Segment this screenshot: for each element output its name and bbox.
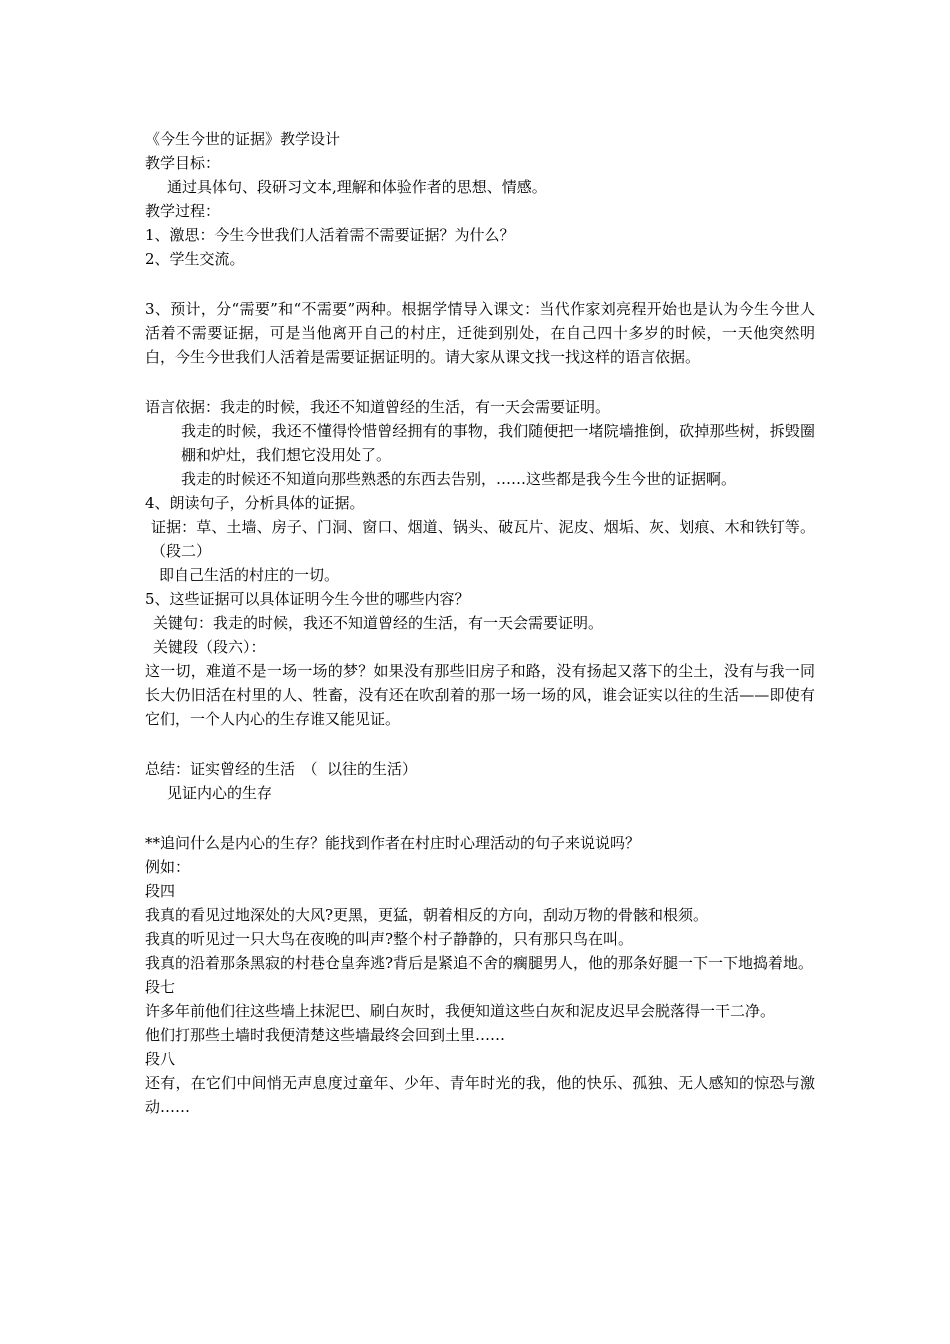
section-7-label: 段七 xyxy=(145,978,176,996)
section-7-line-1: 许多年前他们往这些墙上抹泥巴、刷白灰时，我便知道这些白灰和泥皮迟早会脱落得一干二净。 xyxy=(145,1002,776,1020)
evidence-line-1: 语言依据：我走的时候，我还不知道曾经的生活，有一天会需要证明。 xyxy=(145,398,611,416)
section-4-label: 段四 xyxy=(145,882,176,900)
blank-line xyxy=(145,271,815,297)
evidence-line-3: 我走的时候还不知道向那些熟悉的东西去告别，……这些都是我今生今世的证据啊。 xyxy=(181,470,737,488)
step-3: 3、预计，分“需要”和“不需要”两种。根据学情导入课文：当代作家刘亮程开始也是认为今生今世人活着不需要证据，可是当他离开自己的村庄，迁徙到别处，在自己四十多岁的时候，一天他突然明白，今生今世我们人活着是需要证据证明的。请大家从课文找一找这样的语言依据。 xyxy=(145,300,815,366)
goals-text: 通过具体句、段研习文本,理解和体验作者的思想、情感。 xyxy=(167,178,547,196)
step-2: 2、学生交流。 xyxy=(145,250,245,268)
step-5: 5、这些证据可以具体证明今生今世的哪些内容？ xyxy=(145,590,470,608)
summary-line-2: 见证内心的生存 xyxy=(167,784,273,802)
section-4-line-2: 我真的听见过一只大鸟在夜晚的叫声?整个村子静静的，只有那只鸟在叫。 xyxy=(145,930,634,948)
document-body xyxy=(145,127,815,1119)
section-7-line-2: 他们打那些土墙时我便清楚这些墙最终会回到土里…… xyxy=(145,1026,506,1044)
blank-line xyxy=(145,369,815,395)
process-label: 教学过程： xyxy=(145,202,221,220)
blank-line xyxy=(145,805,815,831)
step-4: 4、朗读句子，分析具体的证据。 xyxy=(145,494,365,512)
section-8-line-1: 还有，在它们中间悄无声息度过童年、少年、青年时光的我，他的快乐、孤独、无人感知的惊恐与激动…… xyxy=(145,1074,815,1116)
goals-label: 教学目标： xyxy=(145,154,221,172)
section-4-line-1: 我真的看见过地深处的大风?更黑，更猛，朝着相反的方向，刮动万物的骨骸和根须。 xyxy=(145,906,709,924)
evidence-line-2: 我走的时候，我还不懂得怜惜曾经拥有的事物，我们随便把一堵院墙推倒，砍掉那些树，拆毁圈棚和炉灶，我们想它没用处了。 xyxy=(181,422,815,464)
summary-line-1: 总结：证实曾经的生活 （ 以往的生活） xyxy=(145,760,418,778)
document-title: 《今生今世的证据》教学设计 xyxy=(145,130,341,148)
key-paragraph-label: 关键段（段六）： xyxy=(153,638,266,656)
example-label: 例如： xyxy=(145,858,191,876)
follow-up-question: **追问什么是内心的生存？能找到作者在村庄时心理活动的句子来说说吗？ xyxy=(145,834,641,852)
key-sentence: 关键句：我走的时候，我还不知道曾经的生活，有一天会需要证明。 xyxy=(153,614,604,632)
section-8-label: 段八 xyxy=(145,1050,176,1068)
key-paragraph: 这一切，难道不是一场一场的梦？如果没有那些旧房子和路，没有扬起又落下的尘土，没有与我一同长大仍旧活在村里的人、牲畜，没有还在吹刮着的那一场一场的风，谁会证实以往的生活——即使有它们，一个人内心的生存谁又能见证。 xyxy=(145,662,815,728)
step-4-summary: 即自己生活的村庄的一切。 xyxy=(159,566,340,584)
blank-line xyxy=(145,731,815,757)
section-4-line-3: 我真的沿着那条黑寂的村巷仓皇奔逃?背后是紧追不舍的瘸腿男人，他的那条好腿一下一下地捣着地。 xyxy=(145,954,814,972)
step-4-evidence: 证据：草、土墙、房子、门洞、窗口、烟道、锅头、破瓦片、泥皮、烟垢、灰、划痕、木和铁钉等。（段二） xyxy=(151,518,815,560)
step-1: 1、激思：今生今世我们人活着需不需要证据？为什么？ xyxy=(145,226,515,244)
